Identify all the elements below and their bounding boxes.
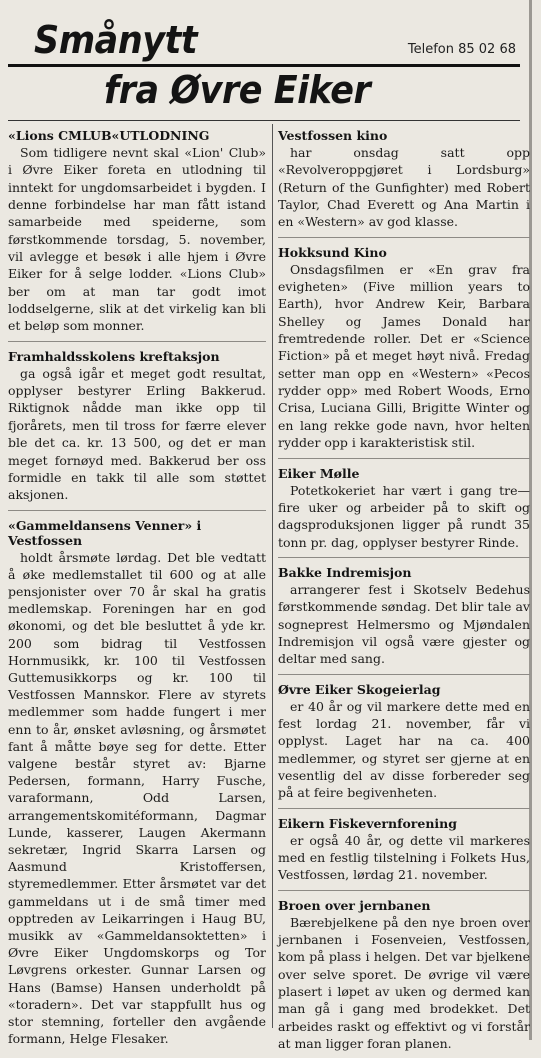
column-divider	[272, 124, 273, 1028]
article-body: er også 40 år, og dette vil markeres med en festlig tilstelning i Folkets Hus, Vestfossen, lørdag 21. november.	[278, 832, 530, 883]
article-headline: Broen over jernbanen	[278, 897, 431, 913]
article-body: Bærebjelkene på den nye broen over jernbanen i Fosenveien, Vestfossen, kom på plass i helgen. Det var bjelkene over selve sporet. De øvrige vil være plasert i løpet av uken og dermed kan man gå i gang med brodekket. Det arbeides raskt og effektivt og vi forstår at man ligger foran planen.	[278, 914, 530, 1052]
article-separator	[8, 510, 266, 511]
article-framhaldsskolen	[8, 349, 266, 504]
article-gammeldansens-venner	[8, 518, 266, 1048]
article-bakke-indremisjon	[278, 565, 530, 668]
article-body: holdt årsmøte lørdag. Det ble vedtatt å øke medlemstallet til 600 og at alle pensjonister over 70 år skal ha gratis medlemskap. Foreningen har en god økonomi, og det ble besluttet å yde kr. 200 som bidrag til Vestfossen Hornmusikk, kr. 100 til Vestfossen Guttemusikkorps og kr. 100 til Vestfossen Mannskor. Flere av styrets medlemmer som hadde fungert i mer enn to år, ønsket avløsning, og årsmøtet fant å måtte bøye seg for dette. Etter valgene består styret av: Bjarne Pedersen, formann, Harry Fusche, varaformann, Odd Larsen, arrangementskomitéformann, Dagmar Lunde, kasserer, Laugen Akermann sekretær, Ingrid Skarra Larsen og Aasmund Kristoffersen, styremedlemmer. Etter årsmøtet var det gammeldans ut i de små timer med opptreden av Leikarringen i Haug BU, musikk av «Gammeldansoktetten» i Øvre Eiker Ungdomskorps og Tor Løvgrens orkester. Gunnar Larsen og Hans (Bamse) Hansen underholdt på «toradern». Det var stappfullt hus og stor stemning, forteller den avgående formann, Helge Flesaker.	[8, 549, 266, 1047]
article-skogeierlag	[278, 682, 530, 802]
article-body: ga også igår et meget godt resultat, opplyser bestyrer Erling Bakkerud. Riktignok nådde man ikke opp til fjorårets, men til tross for færre elever ble det ca. kr. 13 500, og det er man meget fornøyd med. Bakkerud ber oss formidle en takk til alle som støttet aksjonen.	[8, 365, 266, 503]
article-separator	[278, 674, 530, 675]
article-vestfossen-kino	[278, 128, 530, 231]
article-headline: «Lions CMLUB«UTLODNING	[8, 128, 210, 143]
article-eiker-molle	[278, 466, 530, 551]
section-title-line1: Smånytt	[34, 18, 198, 62]
article-separator	[278, 458, 530, 459]
article-separator	[8, 341, 266, 342]
section-title-line2: fra Øvre Eiker	[104, 68, 371, 112]
article-hokksund-kino	[278, 245, 530, 452]
article-fiskevernforening	[278, 816, 530, 884]
header-rule-thin	[8, 120, 520, 121]
article-body: Onsdagsfilmen er «En grav fra evigheten» (Five million years to Earth), hvor Andrew Keir, Barbara Shelley og James Donald har fremtredende roller. Det er «Science Fiction» på et meget høyt nivå. Fredag setter man opp en «Western» «Pecos rydder opp» med Robert Woods, Erno Crisa, Luciana Gilli, Brigitte Winter og en lang rekke gode navn, hvor helten rydder opp i karakteristisk stil.	[278, 261, 530, 451]
article-lions-club	[8, 128, 266, 335]
article-separator	[278, 890, 530, 891]
article-headline: Eiker Mølle	[278, 465, 360, 481]
article-headline: Bakke Indremisjon	[278, 564, 412, 580]
article-body: er 40 år og vil markere dette med en fest lordag 21. november, får vi opplyst. Laget har na ca. 400 medlemmer, og styret ser gjerne at en vesentlig del av disse forbereder seg på at feire begivenheten.	[278, 698, 530, 801]
header-rule-thick	[8, 64, 520, 67]
article-separator	[278, 808, 530, 809]
article-headline: Framhaldsskolens kreftaksjon	[8, 348, 220, 364]
article-body: arrangerer fest i Skotselv Bedehus førstkommende søndag. Det blir tale av sogneprest Helmersmo og Mjøndalen Indremisjon vil også være gjester og deltar med sang.	[278, 581, 530, 667]
right-column	[278, 128, 530, 1058]
article-body: Som tidligere nevnt skal «Lion' Club» i Øvre Eiker foreta en utlodning til inntekt for ungdomsarbeidet i bygden. I denne forbindelse har man fått istand samarbeide med speiderne, som førstkommende torsdag, 5. november, vil avlegge et besøk i alle hjem i Øvre Eiker for å selge lodder. «Lions Club» ber om at man tar godt imot loddselgerne, slik at det virkelig kan bli et beløp som monner.	[8, 145, 266, 334]
left-column	[8, 128, 266, 1053]
article-separator	[278, 237, 530, 238]
article-body: Potetkokeriet har vært i gang tre—fire uker og arbeider på to skift og dagsproduksjonen ligger på rundt 35 tonn pr. dag, opplyser bestyrer Rinde.	[278, 482, 530, 550]
article-headline: Hokksund Kino	[278, 244, 387, 260]
article-broen-over-jernbanen	[278, 898, 530, 1053]
article-headline: Vestfossen kino	[278, 128, 388, 143]
article-body: har onsdag satt opp «Revolveroppgjøret i Lordsburg» (Return of the Gunfighter) med Robert Taylor, Chad Everett og Ana Martin i en «Western» av god klasse.	[278, 145, 530, 230]
article-headline: Øvre Eiker Skogeierlag	[278, 681, 441, 697]
article-headline: «Gammeldansens Venner» i Vestfossen	[8, 517, 202, 548]
phone-number: Telefon 85 02 68	[407, 42, 516, 57]
article-headline: Eikern Fiskevernforening	[278, 815, 457, 831]
section-header	[8, 0, 524, 124]
article-separator	[278, 557, 530, 558]
